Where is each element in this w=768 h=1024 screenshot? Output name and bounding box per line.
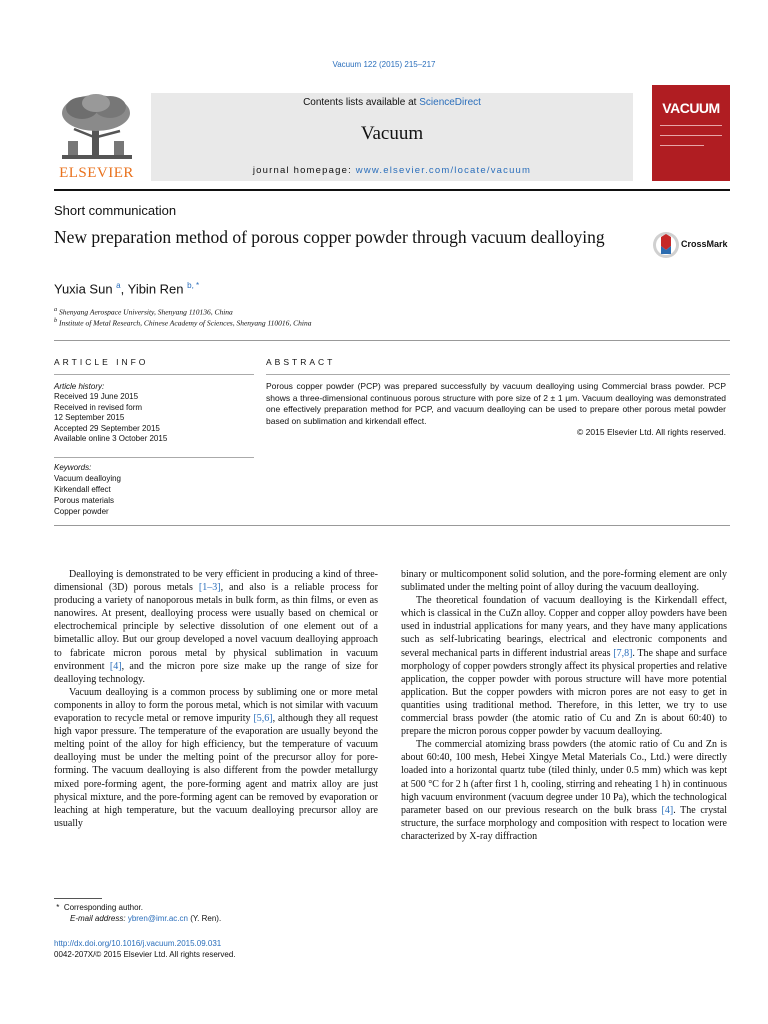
citation-link[interactable]: [7,8] bbox=[613, 647, 633, 659]
doi-block bbox=[54, 938, 236, 960]
keywords-divider bbox=[54, 457, 254, 458]
crossmark-icon bbox=[652, 230, 680, 260]
body-column-left bbox=[54, 568, 378, 830]
author-list: Yuxia Sun $^a$, Yibin Ren $^{b, *}$ bbox=[54, 281, 200, 297]
article-title: New preparation method of porous copper powder through vacuum dealloying bbox=[54, 227, 605, 247]
footnote-divider bbox=[54, 898, 102, 899]
header-divider bbox=[54, 189, 730, 191]
crossmark-badge[interactable] bbox=[652, 230, 732, 260]
journal-info-box bbox=[151, 93, 633, 181]
body-column-right bbox=[401, 568, 727, 843]
history-item: Received in revised form bbox=[54, 402, 143, 412]
citation-link[interactable]: [4] bbox=[109, 660, 122, 672]
corresponding-author-footnote: * Corresponding author. E-mail address: ybren@imr.ac.cn (Y. Ren). bbox=[56, 903, 222, 923]
citation-link[interactable]: [5,6] bbox=[253, 713, 273, 725]
tree-icon bbox=[54, 93, 139, 165]
author-email-link[interactable]: ybren@imr.ac.cn bbox=[127, 914, 188, 923]
section-divider bbox=[54, 340, 730, 341]
affiliation: $^a$ Shenyang Aerospace University, Shenyang 110136, China bbox=[54, 306, 233, 317]
keyword: Porous materials bbox=[54, 496, 115, 505]
history-item: Available online 3 October 2015 bbox=[54, 434, 168, 444]
history-item: 12 September 2015 bbox=[54, 413, 125, 423]
journal-citation[interactable]: Vacuum 122 (2015) 215–217 bbox=[332, 60, 436, 69]
keyword: Vacuum dealloying bbox=[54, 474, 122, 483]
journal-name: Vacuum bbox=[360, 123, 424, 144]
cover-title: VACUUM bbox=[662, 100, 720, 116]
abstract-copyright: © 2015 Elsevier Ltd. All rights reserved. bbox=[577, 427, 726, 437]
elsevier-tree-logo bbox=[54, 93, 139, 181]
paragraph: The theoretical foundation of vacuum dealloying is the Kirkendall effect, which is classical in the CuZn alloy. Copper and copper alloy powders have been used in industrial applications for many years, and they have many applications such as self-lubricating bearings, electrical and electronic components and several mechanical parts in different industrial areas [7,8]. The shape and surface morphology of copper powders strongly affect its physical properties and relative application, the copper powder with porous structure will have more potential application. But the copper powders with micron pores are not easy to get in quantities using traditional method. Therefore, in this letter, we try to use commercial brass powder (the atomic ratio of Cu and Zn is about 60:40) to prepare the micron porous copper powder by vacuum dealloying. bbox=[401, 595, 727, 738]
keywords: Keywords: Vacuum dealloying Kirkendall effect Porous materials Copper powder bbox=[54, 462, 254, 517]
citation-link[interactable]: [1–3] bbox=[198, 582, 221, 594]
doi-link[interactable]: http://dx.doi.org/10.1016/j.vacuum.2015.09.031 bbox=[54, 939, 222, 948]
sciencedirect-link[interactable]: ScienceDirect bbox=[419, 97, 481, 108]
section-divider bbox=[54, 525, 730, 526]
crossmark-label: CrossMark bbox=[681, 239, 728, 249]
paragraph: Dealloying is demonstrated to be very efficient in producing a kind of three-dimensional (3D) porous metals [1–3], and also is a reliable process for producing a variety of nanoporous metals in bulk form, as thin films, or even as nanowires. At present, dealloying process were usually based on chemical or electrochemical principle by selective dissolution of one element out of a bimetallic alloy. But our group developed a novel vacuum dealloying approach to fabricate micron porous metal by physical sublimation in vacuum environment [4], and the micron pore size make up the range of size for dealloying technology. bbox=[54, 569, 378, 685]
history-item: Received 19 June 2015 bbox=[54, 392, 139, 402]
issn-line: 0042-207X/© 2015 Elsevier Ltd. All rights reserved. bbox=[54, 950, 236, 959]
citation-link[interactable]: [4] bbox=[661, 804, 674, 816]
article-info-divider bbox=[54, 374, 254, 375]
abstract-divider bbox=[266, 374, 730, 375]
contents-line: Contents lists available at ScienceDirect bbox=[303, 97, 481, 108]
author-name[interactable]: Yibin Ren bbox=[127, 281, 184, 297]
article-history: Article history: Received 19 June 2015 Received in revised form 12 September 2015 Accepted 29 September 2015 Available online 3 October 2015 bbox=[54, 382, 254, 444]
abstract-text: Porous copper powder (PCP) was prepared successfully by vacuum dealloying using Commercial brass powder. PCP shows a three-dimensional continuous porous structure with pore size of 2 ± 1 μm. Vacuum dealloying was demonstrated one effectively preparation method for PCP, and vacuum dealloying can be used to prepare other porous metal powder based on sublimation and kirkendall effect. © 2015 Elsevier Ltd. All rights reserved. bbox=[266, 381, 726, 437]
journal-homepage-line: journal homepage: www.elsevier.com/locate/vacuum bbox=[252, 165, 532, 176]
article-info-heading: ARTICLE INFO bbox=[54, 357, 149, 367]
journal-header bbox=[54, 93, 730, 181]
keyword: Copper powder bbox=[54, 507, 109, 516]
keyword: Kirkendall effect bbox=[54, 485, 111, 494]
author-affiliation-mark[interactable]: a bbox=[116, 281, 121, 290]
author-affiliation-mark[interactable]: b, * bbox=[187, 281, 200, 290]
paragraph: Vacuum dealloying is a common process by subliming one or more metal components in alloy to form the porous metal, which is not similar with vacuum evaporation to recycle metal or remove impurity [5,6], although they all request high vapor pressure. The temperature of the evaporation are usually beyond the melting point of the alloy for high efficiency, but the temperature of vacuum dealloying must be under the melting point of the precursor alloy for pore-forming. The vacuum dealloying is also different from the powder metallurgy mixed pore-forming agent, the pore-forming agent and matrix alloy are just physical mixture, and the pore-forming agent can be removed by evaporation or leaching at high temperature, but the vacuum dealloying precursor alloy are usually bbox=[54, 686, 378, 829]
author-name[interactable]: Yuxia Sun bbox=[54, 281, 113, 297]
journal-homepage-link[interactable]: www.elsevier.com/locate/vacuum bbox=[355, 165, 532, 176]
paragraph: The commercial atomizing brass powders (the atomic ratio of Cu and Zn is about 60:40, 100 mesh, Hebei Xingye Metal Materials Co., Ltd.) were directly loaded into a horizontal quartz tube (tiled thinly, under 0.5 mm) which was kept at 500 °C for 2 h (after first 1 h, cooling, stirring and reheating 1 h) in continuous high vacuum environment (vacuum degree under 10 Pa), which the technological parameter based on our previous research on the bulk brass [4]. The crystal structure, the surface morphology and composition with respect to location were characterized by X-ray diffraction bbox=[401, 739, 727, 842]
elsevier-wordmark: ELSEVIER bbox=[59, 165, 134, 181]
affiliation: $^b$ Institute of Metal Research, Chinese Academy of Sciences, Shenyang 110016, China bbox=[54, 317, 312, 328]
history-item: Accepted 29 September 2015 bbox=[54, 423, 160, 433]
article-type: Short communication bbox=[54, 203, 177, 218]
journal-cover-image bbox=[652, 85, 730, 181]
paragraph: binary or multicomponent solid solution, and the pore-forming element are only sublimated under the melting point of alloy during the vacuum dealloying. bbox=[401, 569, 727, 594]
abstract-heading: ABSTRACT bbox=[266, 357, 336, 367]
